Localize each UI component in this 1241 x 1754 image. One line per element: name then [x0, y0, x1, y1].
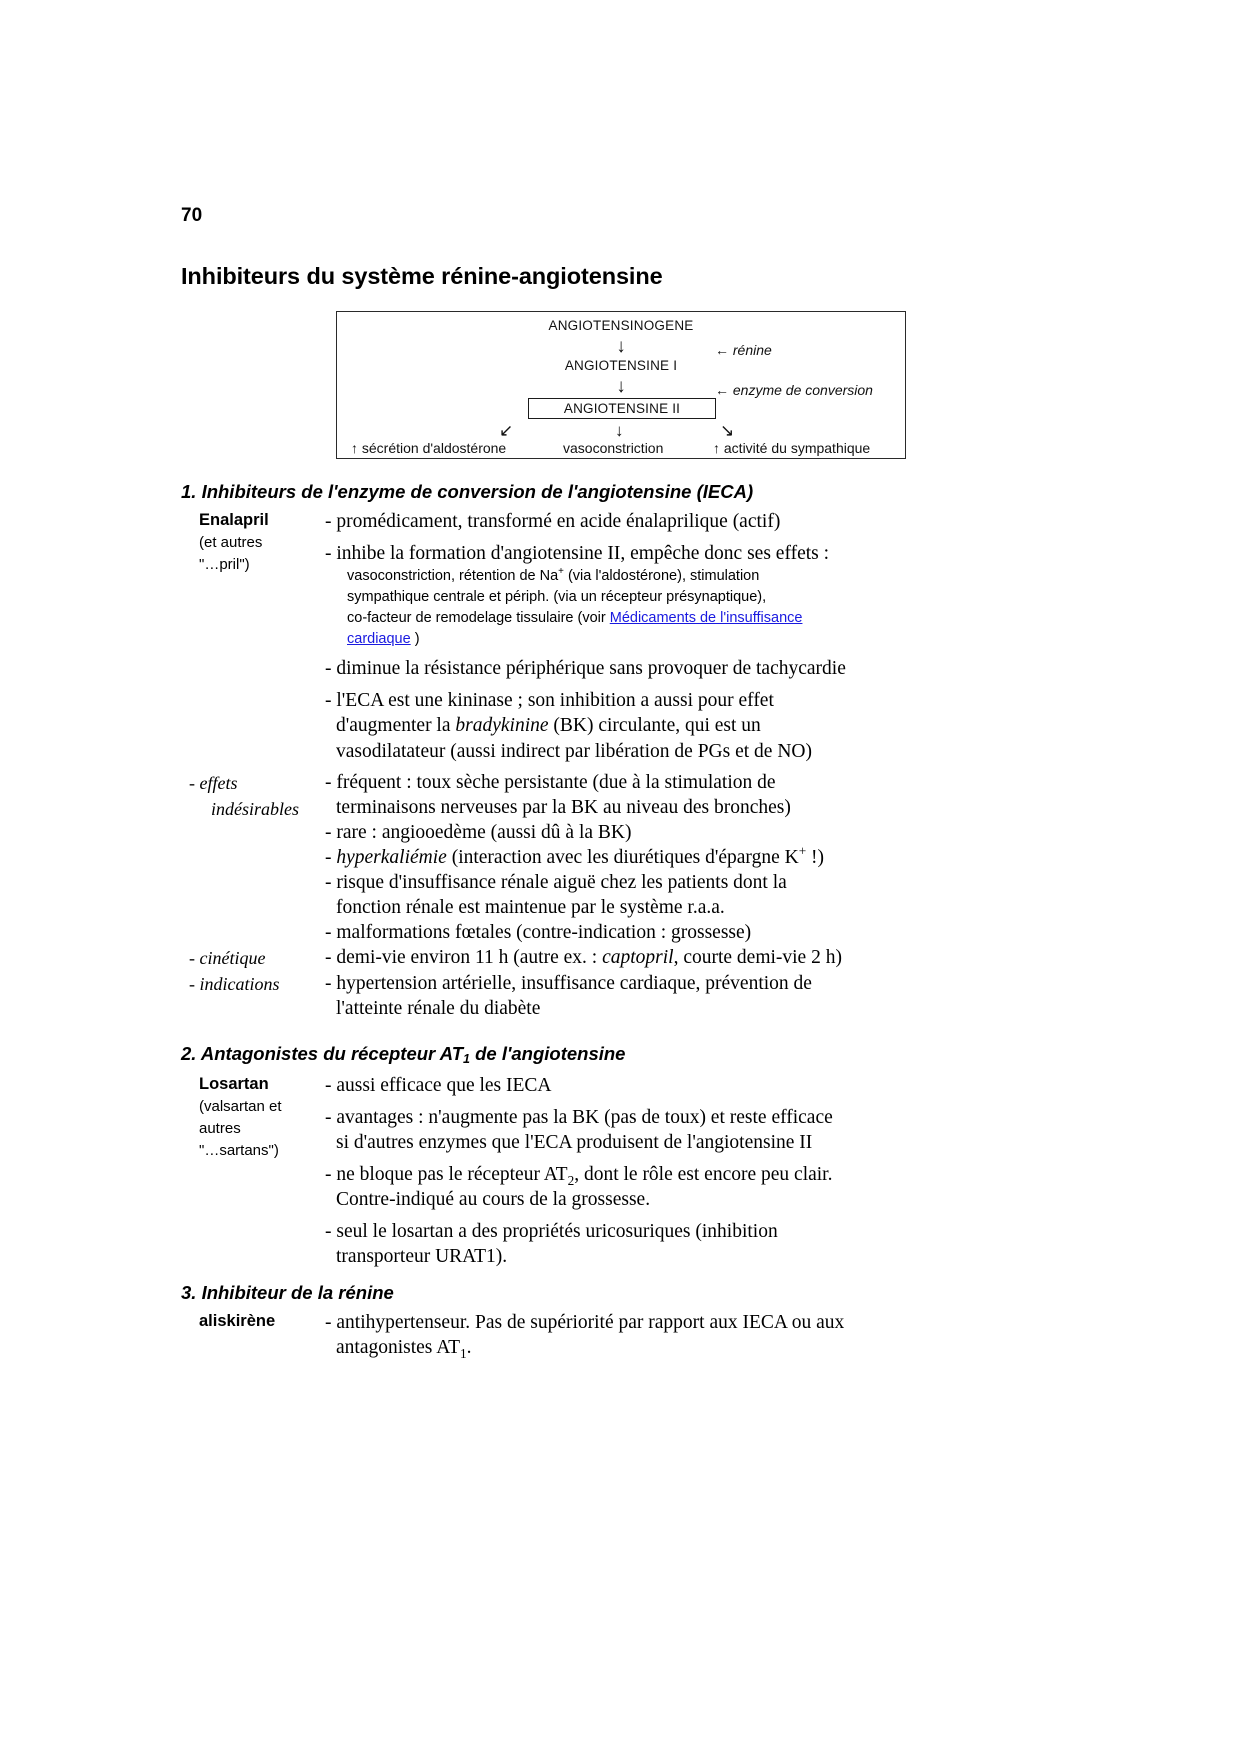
kinetics-body: [321, 945, 1061, 970]
page-title: Inhibiteurs du système rénine-angiotensine: [181, 263, 663, 289]
section-1-indications-row: [181, 971, 1061, 1021]
down-arrow-icon: ↓: [615, 421, 624, 440]
drug-name: aliskirène: [199, 1311, 276, 1330]
left-arrow-icon: ←: [715, 342, 729, 358]
side-effects-label-line-2: indésirables: [211, 799, 299, 819]
diagram-effect-arrows: [337, 422, 905, 440]
diagram-node-angiotensinogene: ANGIOTENSINOGENE: [548, 318, 694, 333]
diagram-container: [181, 311, 1061, 459]
diagram-side-label-enzyme: [715, 382, 873, 398]
kininase-line-2: d'augmenter la bradykinine (BK) circulante, qui est un: [336, 715, 761, 736]
captopril-emphasis: captopril: [602, 947, 674, 968]
list-item: - avantages : n'augmente pas la BK (pas de toux) et reste efficace: [325, 1106, 833, 1128]
list-item: - rare : angiooedème (aussi dû à la BK): [325, 822, 632, 843]
list-item: - demi-vie environ 11 h (autre ex. : captopril, courte demi-vie 2 h): [325, 947, 842, 968]
drug-name: Enalapril: [199, 511, 269, 529]
kinetics-label: [181, 945, 321, 971]
list-item: - hyperkaliémie (interaction avec les diurétiques d'épargne K+ !): [325, 843, 825, 868]
renin-angiotensin-diagram: [336, 311, 906, 459]
list-item: - ne bloque pas le récepteur $AT_2$, dont le rôle est encore peu clair.: [325, 1163, 833, 1188]
enzyme-conversion-label: enzyme de conversion: [732, 382, 873, 398]
diagram-side-label-renine: [715, 342, 772, 358]
list-item-cont: fonction rénale est maintenue par le système r.a.a.: [336, 897, 725, 918]
section-1-drug-row: [181, 509, 1061, 764]
section-3-body: [321, 1310, 1061, 1361]
page-number: 70: [181, 205, 203, 226]
diagram-node-angiotensine-1: ANGIOTENSINE I: [564, 358, 678, 373]
section-1-side-effects-row: [181, 770, 1061, 945]
section-2-body: [321, 1073, 1061, 1270]
side-effects-label-line-1: - effets: [189, 773, 238, 793]
list-item: - aussi efficace que les IECA: [325, 1075, 552, 1096]
section-1-body: [321, 509, 1061, 764]
diagram-effects-row: [337, 440, 905, 460]
list-item: - inhibe la formation d'angiotensine II, empêche donc ses effets :: [325, 542, 830, 564]
hyperkaliemie-emphasis: hyperkaliémie: [336, 847, 447, 868]
kinetics-label-text: - cinétique: [189, 948, 266, 968]
section-heading-2: 2. Antagonistes du récepteur $AT_1$ de l'angiotensine: [181, 1043, 626, 1066]
drug-label-enalapril: [181, 509, 321, 576]
link-medicaments-insuffisance-cardiaque[interactable]: Médicaments de l'insuffisance: [609, 610, 803, 626]
list-item-cont: antagonistes $AT_1$.: [336, 1337, 472, 1361]
k-plus-superscript: +: [798, 843, 807, 859]
kininase-line-1: - l'ECA est une kininase ; son inhibition a aussi pour effet: [325, 689, 774, 711]
effect-vasoconstriction: vasoconstriction: [563, 440, 664, 456]
at1-subscript: 1: [460, 1345, 467, 1361]
indications-body: [321, 971, 1061, 1021]
list-item: - seul le losartan a des propriétés uricosuriques (inhibition: [325, 1220, 778, 1242]
bradykinine-emphasis: bradykinine: [455, 715, 549, 736]
subnote-line-2: sympathique centrale et périph. (via un récepteur présynaptique),: [347, 589, 767, 605]
list-item: - fréquent : toux sèche persistante (due à la stimulation de: [325, 772, 776, 793]
effect-aldosterone: ↑ sécrétion d'aldostérone: [351, 440, 507, 456]
list-item: - malformations fœtales (contre-indication : grossesse): [325, 922, 752, 943]
side-effects-body: [321, 770, 1061, 945]
diagram-node-angiotensine-2: ANGIOTENSINE II: [528, 398, 716, 419]
section-heading-1: 1. Inhibiteurs de l'enzyme de conversion de l'angiotensine (IECA): [181, 481, 754, 502]
section-heading-3: 3. Inhibiteur de la rénine: [181, 1281, 394, 1303]
list-item-cont: si d'autres enzymes que l'ECA produisent de l'angiotensine II: [336, 1132, 813, 1153]
list-item: - risque d'insuffisance rénale aiguë chez les patients dont la: [325, 872, 787, 893]
link-medicaments-insuffisance-cardiaque-cont[interactable]: cardiaque: [347, 631, 411, 647]
drug-note-line-1: (valsartan et: [199, 1098, 282, 1115]
down-arrow-icon: ↓: [616, 376, 626, 397]
section-1-kinetics-row: [181, 945, 1061, 971]
list-item: - hypertension artérielle, insuffisance cardiaque, prévention de: [325, 973, 812, 994]
drug-note-line-3: "…sartans"): [199, 1142, 279, 1159]
list-item: - promédicament, transformé en acide énalaprilique (actif): [325, 511, 781, 532]
section-2-drug-row: [181, 1073, 1061, 1270]
subnote-line-4: cardiaque ): [347, 631, 420, 647]
renine-label: rénine: [732, 342, 772, 358]
drug-name: Losartan: [199, 1075, 269, 1093]
list-item: [325, 688, 1061, 765]
kininase-line-3: vasodilatateur (aussi indirect par libération de PGs et de NO): [336, 740, 812, 762]
left-arrow-icon: ←: [715, 382, 729, 398]
indications-label-text: - indications: [189, 974, 280, 994]
at1-subscript: 1: [463, 1052, 470, 1066]
drug-label-aliskirene: [181, 1310, 321, 1333]
list-item: - antihypertenseur. Pas de supériorité par rapport aux IECA ou aux: [325, 1311, 845, 1333]
list-item: - diminue la résistance périphérique sans provoquer de tachycardie: [325, 658, 846, 679]
list-item-cont: Contre-indiqué au cours de la grossesse.: [336, 1189, 651, 1210]
down-left-arrow-icon: ↙: [499, 421, 514, 440]
subnote-line-3: co-facteur de remodelage tissulaire (voir Médicaments de l'insuffisance: [347, 610, 803, 626]
at2-subscript: 2: [567, 1172, 575, 1188]
section-3-drug-row: [181, 1310, 1061, 1361]
list-item-cont: transporteur URAT1).: [336, 1246, 508, 1267]
drug-note-line-1: (et autres: [199, 534, 263, 551]
list-item-cont: l'atteinte rénale du diabète: [336, 998, 541, 1019]
side-effects-label: [181, 770, 321, 822]
drug-note-line-2: "…pril"): [199, 556, 250, 573]
page-content: [181, 205, 1061, 1361]
effect-sympathique: ↑ activité du sympathique: [713, 440, 871, 456]
na-plus-superscript: +: [558, 566, 564, 578]
down-arrow-icon: ↓: [616, 336, 626, 357]
drug-label-losartan: [181, 1073, 321, 1162]
subnote-block: [325, 566, 1061, 650]
indications-label: [181, 971, 321, 997]
drug-note-line-2: autres: [199, 1120, 241, 1137]
list-item-cont: terminaisons nerveuses par la BK au niveau des bronches): [336, 797, 791, 818]
down-right-arrow-icon: ↘: [720, 421, 735, 440]
subnote-line-1: vasoconstriction, rétention de Na+ (via l'aldostérone), stimulation: [347, 566, 760, 584]
